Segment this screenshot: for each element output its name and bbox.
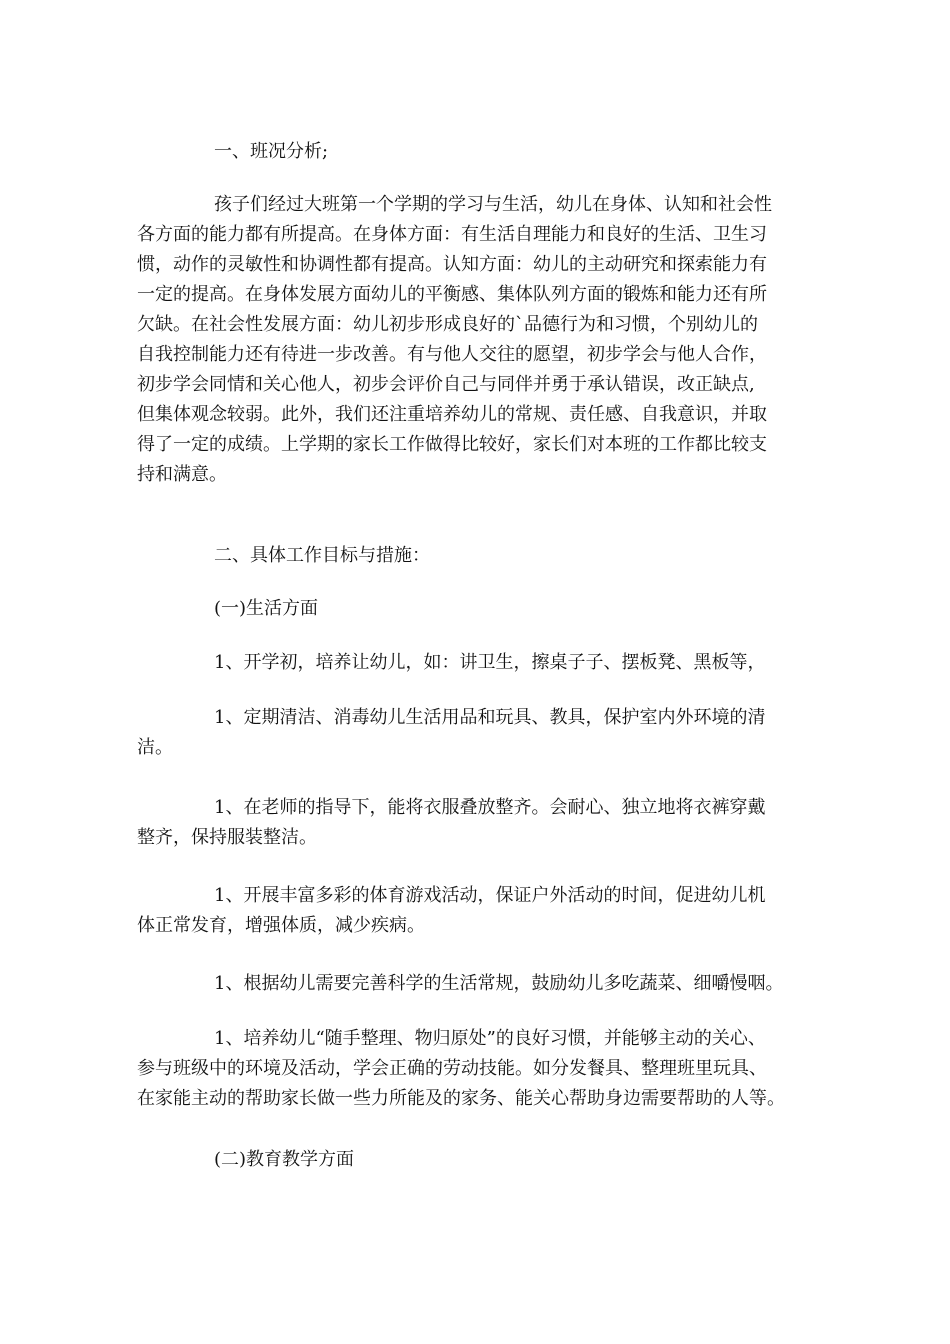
class-analysis-paragraph — [137, 190, 817, 490]
section-heading-class-analysis — [137, 137, 817, 167]
paragraph-line: 持和满意。 — [137, 464, 227, 485]
list-item-line: 在家能主动的帮助家长做一些力所能及的家务、能关心帮助身边需要帮助的人等。 — [137, 1088, 785, 1109]
list-item-line: 1、在老师的指导下，能将衣服叠放整齐。会耐心、独立地将衣裤穿戴 — [214, 797, 766, 818]
heading-text: 一、班况分析; — [214, 141, 329, 162]
list-item-line: 1、开学初，培养让幼儿，如：讲卫生，擦桌子子、摆板凳、黑板等， — [214, 652, 766, 673]
list-item-line: 1、根据幼儿需要完善科学的生活常规，鼓励幼儿多吃蔬菜、细嚼慢咽。 — [214, 973, 784, 994]
list-item — [137, 1024, 817, 1114]
list-item — [137, 703, 817, 763]
sub-heading-education — [137, 1145, 817, 1175]
list-item — [137, 793, 817, 853]
paragraph-line: 孩子们经过大班第一个学期的学习与生活，幼儿在身体、认知和社会性 — [214, 194, 772, 215]
list-item-line: 整齐，保持服装整洁。 — [137, 827, 317, 848]
list-item-line: 1、培养幼儿“随手整理、物归原处”的良好习惯，并能够主动的关心、 — [214, 1028, 766, 1049]
sub-heading-text: (一)生活方面 — [214, 598, 319, 619]
paragraph-line: 但集体观念较弱。此外，我们还注重培养幼儿的常规、责任感、自我意识，并取 — [137, 404, 767, 425]
paragraph-line: 欠缺。在社会性发展方面：幼儿初步形成良好的`品德行为和习惯，个别幼儿的 — [137, 314, 758, 335]
paragraph-line: 自我控制能力还有待进一步改善。有与他人交往的愿望，初步学会与他人合作， — [137, 344, 767, 365]
sub-heading-life — [137, 594, 817, 624]
paragraph-line: 得了一定的成绩。上学期的家长工作做得比较好，家长们对本班的工作都比较支 — [137, 434, 767, 455]
paragraph-line: 初步学会同情和关心他人，初步会评价自己与同伴并勇于承认错误，改正缺点, — [137, 374, 755, 395]
paragraph-line: 各方面的能力都有所提高。在身体方面：有生活自理能力和良好的生活、卫生习 — [137, 224, 767, 245]
list-item-line: 体正常发育，增强体质，减少疾病。 — [137, 915, 425, 936]
list-item — [137, 648, 817, 678]
section-heading-goals — [137, 541, 817, 571]
heading-text: 二、具体工作目标与措施： — [214, 545, 430, 566]
list-item-line: 1、开展丰富多彩的体育游戏活动，保证户外活动的时间，促进幼儿机 — [214, 885, 766, 906]
list-item — [137, 881, 817, 941]
list-item-line: 参与班级中的环境及活动，学会正确的劳动技能。如分发餐具、整理班里玩具、 — [137, 1058, 767, 1079]
paragraph-line: 惯，动作的灵敏性和协调性都有提高。认知方面：幼儿的主动研究和探索能力有 — [137, 254, 767, 275]
sub-heading-text: (二)教育教学方面 — [214, 1149, 355, 1170]
paragraph-line: 一定的提高。在身体发展方面幼儿的平衡感、集体队列方面的锻炼和能力还有所 — [137, 284, 767, 305]
list-item-line: 1、定期清洁、消毒幼儿生活用品和玩具、教具，保护室内外环境的清 — [214, 707, 766, 728]
list-item-line: 洁。 — [137, 737, 173, 758]
list-item — [137, 969, 817, 999]
